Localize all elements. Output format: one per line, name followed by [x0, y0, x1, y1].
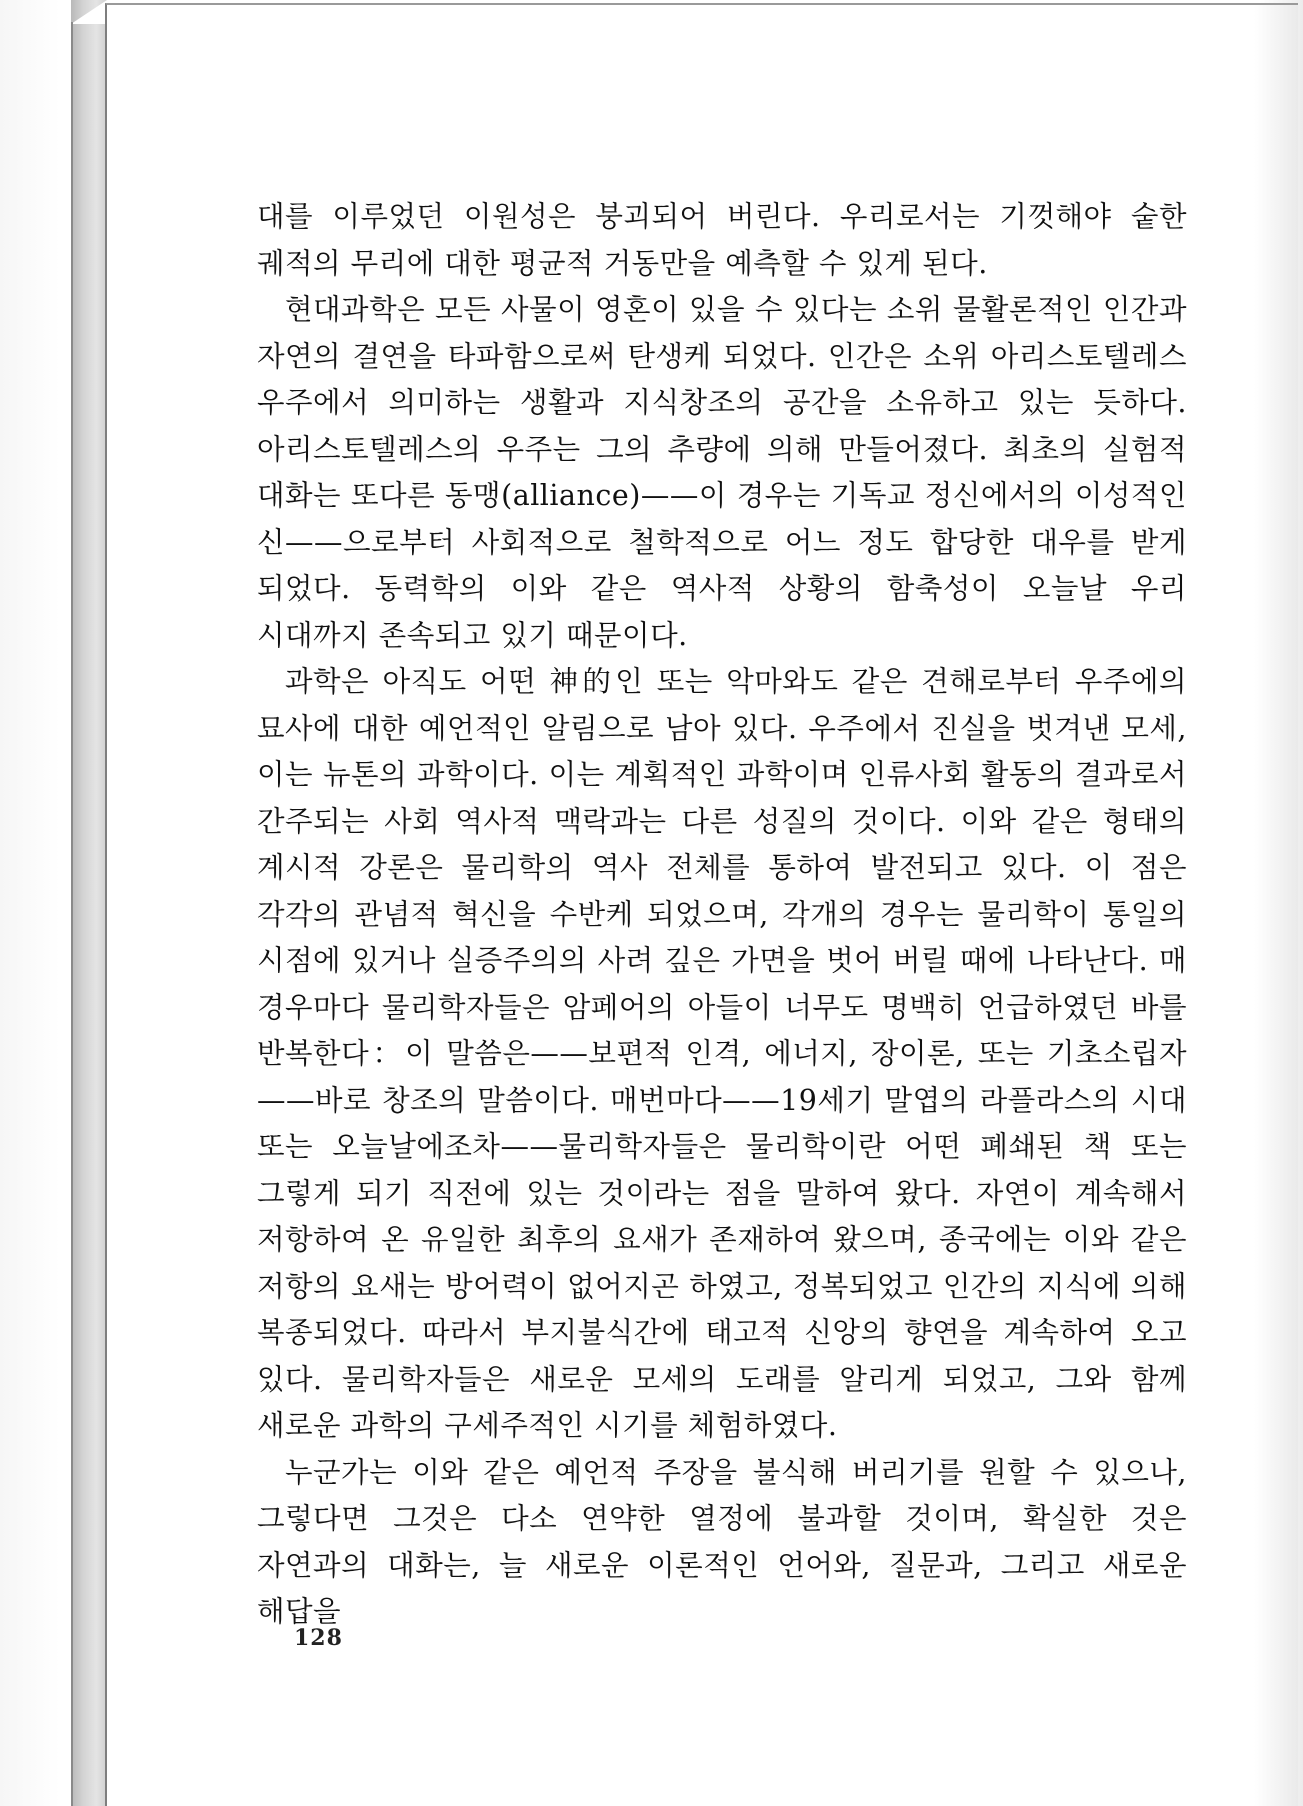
paragraph-3: 과학은 아직도 어떤 神的인 또는 악마와도 같은 견해로부터 우주에의 묘사에 대한 예언적인 알림으로 남아 있다. 우주에서 진실을 벗겨낸 모세, 이는 뉴톤의 과학이다. 이는 계획적인 과학이며 인류사회 활동의 결과로서 간주되는 사회 역사적 맥락과는 다른 성질의 것이다. 이와 같은 형태의 계시적 강론은 물리학의 역사 전체를 통하여 발전되고 있다. 이 점은 각각의 관념적 혁신을 수반케 되었으며, 각개의 경우는 물리학이 통일의 시점에 있거나 실증주의의 사려 깊은 가면을 벗어 버릴 때에 나타난다. 매 경우마다 물리학자들은 암페어의 아들이 너무도 명백히 언급하였던 바를 반복한다：이 말씀은——보편적 인격, 에너지, 장이론, 또는 기초소립자——바로 창조의 말씀이다. 매번마다——19세기 말엽의 라플라스의 시대 또는 오늘날에조차——물리학자들은 물리학이란 어떤 폐쇄된 책 또는 그렇게 되기 직전에 있는 것이라는 점을 말하여 왔다. 자연이 계속해서 저항하여 온 유일한 최후의 요새가 존재하여 왔으며, 종국에는 이와 같은 저항의 요새는 방어력이 없어지곤 하였고, 정복되었고 인간의 지식에 의해 복종되었다. 따라서 부지불식간에 태고적 신앙의 향연을 계속하여 오고 있다. 물리학자들은 새로운 모세의 도래를 알리게 되었고, 그와 함께 새로운 과학의 구세주적인 시기를 체험하였다.: [257, 665, 1187, 1442]
page-number: 128: [294, 1625, 343, 1651]
body-text: [257, 194, 1187, 1636]
paragraph-4: 누군가는 이와 같은 예언적 주장을 불식해 버리기를 원할 수 있으나, 그렇다면 그것은 다소 연약한 열정에 불과할 것이며, 확실한 것은 자연과의 대화는, 늘 새로운 이론적인 언어와, 질문과, 그리고 새로운 해답을: [257, 1455, 1187, 1628]
page-shade: [1254, 5, 1298, 1806]
book-spine: [71, 0, 107, 1806]
paragraph-2: 현대과학은 모든 사물이 영혼이 있을 수 있다는 소위 물활론적인 인간과 자연의 결연을 타파함으로써 탄생케 되었다. 인간은 소위 아리스토텔레스 우주에서 의미하는 생활과 지식창조의 공간을 소유하고 있는 듯하다. 아리스토텔레스의 우주는 그의 추량에 의해 만들어졌다. 최초의 실험적 대화는 또다른 동맹(alliance)——이 경우는 기독교 정신에서의 이성적인 신——으로부터 사회적으로 철학적으로 어느 정도 합당한 대우를 받게 되었다. 동력학의 이와 같은 역사적 상황의 함축성이 오늘날 우리 시대까지 존속되고 있기 때문이다.: [257, 293, 1187, 652]
book-spine-edge: [71, 22, 73, 1806]
paragraph-1: 대를 이루었던 이원성은 붕괴되어 버린다. 우리로서는 기껏해야 숱한 궤적의 무리에 대한 평균적 거동만을 예측할 수 있게 된다.: [257, 200, 1187, 280]
